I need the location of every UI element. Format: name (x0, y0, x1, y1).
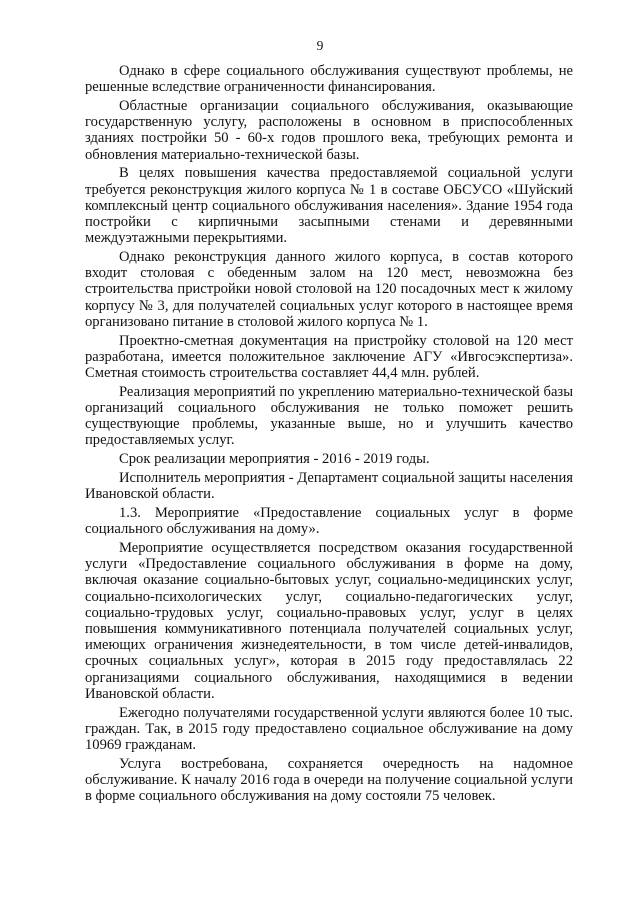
paragraph-measure-heading: 1.3. Мероприятие «Предоставление социальных услуг в форме социального обслуживания на дому». (85, 505, 573, 538)
paragraph-annual-recipients: Ежегодно получателями государственной услуги являются более 10 тыс. граждан. Так, в 2015 году предоставлено социальное обслуживание на дому 10969 гражданам. (85, 704, 573, 754)
paragraph-implementation-period: Срок реализации мероприятия - 2016 - 2019 годы. (119, 451, 430, 468)
paragraph-regional-organizations: Областные организации социального обслуживания, оказывающие государственную услугу, расположены в основном в приспособленных зданиях постройки 50 - 60-х годов прошлого века, требующих ремонта и обновления материально-технической базы. (85, 98, 573, 163)
paragraph-measure-description: Мероприятие осуществляется посредством оказания государственной услуги «Предоставление социального обслуживания в форме на дому, включая оказание социально-бытовых услуг, социально-медицинских услуг, социально-психологических услуг, социально-педагогических услуг, социально-трудовых услуг, социально-правовых услуг, услуг в целях повышения коммуникативного потенциала получателей социальных услуг, имеющих ограничения жизнедеятельности, в том числе детей-инвалидов, срочных социальных услуг», которая в 2015 году предоставлялась 22 организациями социального обслуживания, находящимися в ведении Ивановской области. (85, 540, 573, 702)
paragraph-reconstruction-need: В целях повышения качества предоставляемой социальной услуги требуется реконструкция жилого корпуса № 1 в составе ОБСУСО «Шуйский комплексный центр социального обслуживания населения». Здание 1954 года постройки с кирпичными засыпными стенами и деревянными междуэтажными перекрытиями. (85, 165, 573, 247)
paragraph-executor: Исполнитель мероприятия - Департамент социальной защиты населения Ивановской области. (85, 470, 573, 503)
paragraph-design-documentation: Проектно-сметная документация на пристройку столовой на 120 мест разработана, имеется положительное заключение АГУ «Ивгосэкспертиза». Сметная стоимость строительства составляет 44,4 млн. рублей. (85, 332, 573, 382)
paragraph-canteen-extension: Однако реконструкция данного жилого корпуса, в состав которого входит столовая с обеденным залом на 120 мест, невозможна без строительства пристройки новой столовой на 120 посадочных мест к жилому корпусу № 3, для получателей социальных услуг которого в настоящее время организовано питание в столовой жилого корпуса № 1. (85, 249, 573, 330)
paragraph-implementation-benefits: Реализация мероприятий по укреплению материально-технической базы организаций социального обслуживания не только поможет решить существующие проблемы, указанные выше, но и улучшить качество предоставляемых услуг. (85, 383, 573, 449)
page-number: 9 (316, 38, 324, 53)
paragraph-waiting-list: Услуга востребована, сохраняется очередность на надомное обслуживание. К началу 2016 года в очереди на получение социальной услуги в форме социального обслуживания на дому состояли 75 человек. (85, 755, 573, 805)
paragraph-financing-problems: Однако в сфере социального обслуживания существуют проблемы, не решенные вследствие ограниченности финансирования. (85, 63, 573, 96)
document-body (85, 63, 573, 807)
